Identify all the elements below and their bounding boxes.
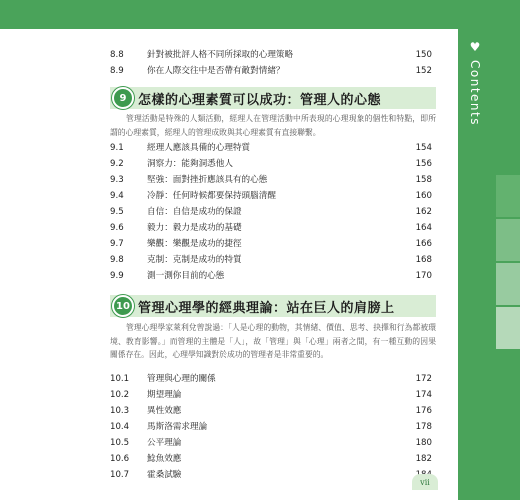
toc-title: 克制：克制是成功的特質 (147, 255, 242, 265)
toc-num: 10.2 (110, 390, 130, 400)
toc-title: 你在人際交往中是否帶有敵對情緒？ (147, 66, 285, 76)
toc-page: 160 (415, 191, 432, 201)
toc-row-9-2[interactable] (110, 157, 432, 171)
toc-row-10-7[interactable] (110, 468, 432, 482)
toc-num: 10.1 (110, 374, 130, 384)
toc-row-9-9[interactable] (110, 269, 432, 283)
toc-title: 管理與心理的關係 (147, 374, 216, 384)
toc-page: 176 (415, 406, 432, 416)
page-number: vii (412, 474, 438, 490)
toc-num: 9.8 (110, 255, 124, 265)
toc-num: 9.3 (110, 175, 124, 185)
top-banner (0, 0, 520, 29)
toc-num: 8.8 (110, 50, 124, 60)
toc-num: 8.9 (110, 66, 124, 76)
toc-title: 冷靜：任何時候都要保持頭腦清醒 (147, 191, 276, 201)
toc-num: 10.4 (110, 422, 130, 432)
toc-num: 9.1 (110, 143, 124, 153)
section-10-intro: 管理心理學家萊利兌曾說過：「人是心理的動物，其情緒、價值、思考、抉擇和行為都被環境、教育影響。」而管理的主體是「人」，故「管理」與「心理」兩者之間，有一種互動的因果關係存在。因此，心理學知識對於成功的管理者是非常重要的。 (110, 323, 436, 359)
toc-title: 鯰魚效應 (147, 454, 182, 464)
toc-row-9-3[interactable] (110, 173, 432, 187)
toc-num: 9.2 (110, 159, 124, 169)
toc-page: 154 (415, 143, 432, 153)
toc-title: 針對被批評人格不同所採取的心理策略 (147, 50, 294, 60)
toc-row-9-5[interactable] (110, 205, 432, 219)
side-tab-1 (496, 175, 520, 217)
section-title: 怎樣的心理素質可以成功：管理人的心態 (138, 92, 382, 108)
toc-num: 10.7 (110, 470, 130, 480)
toc-page: 166 (415, 239, 432, 249)
toc-page: 174 (415, 390, 432, 400)
toc-row-9-7[interactable] (110, 237, 432, 251)
toc-page: 162 (415, 207, 432, 217)
section-title: 管理心理學的經典理論：站在巨人的肩膀上 (138, 300, 395, 316)
toc-page: 150 (415, 50, 432, 60)
toc-page: 180 (415, 438, 432, 448)
toc-title: 樂觀：樂觀是成功的捷徑 (147, 239, 242, 249)
section-10-heading (110, 295, 436, 317)
toc-page: 170 (415, 271, 432, 281)
toc-title: 自信：自信是成功的保證 (147, 207, 242, 217)
contents-side-title (464, 40, 486, 180)
side-tab-3 (496, 263, 520, 305)
toc-page: 178 (415, 422, 432, 432)
toc-num: 10.6 (110, 454, 130, 464)
toc-row-10-1[interactable] (110, 372, 432, 386)
toc-num: 9.4 (110, 191, 124, 201)
contents-label: Contents (468, 59, 482, 126)
toc-title: 馬斯洛需求理論 (147, 422, 208, 432)
toc-num: 9.5 (110, 207, 124, 217)
side-tab-2 (496, 219, 520, 261)
toc-page: 152 (415, 66, 432, 76)
section-9-heading (110, 87, 436, 109)
toc-num: 9.9 (110, 271, 124, 281)
toc-row-8-9[interactable] (110, 64, 432, 78)
toc-num: 9.7 (110, 239, 124, 249)
toc-title: 期望理論 (147, 390, 182, 400)
toc-page: 168 (415, 255, 432, 265)
toc-page: 158 (415, 175, 432, 185)
toc-title: 公平理論 (147, 438, 182, 448)
toc-row-8-8[interactable] (110, 48, 432, 62)
toc-title: 異性效應 (147, 406, 182, 416)
side-tab-4 (496, 307, 520, 349)
toc-row-10-5[interactable] (110, 436, 432, 450)
toc-title: 堅強：面對挫折應該具有的心態 (147, 175, 268, 185)
section-badge: 9 (112, 87, 134, 109)
toc-num: 10.5 (110, 438, 130, 448)
toc-title: 霍桑試驗 (147, 470, 182, 480)
toc-row-10-2[interactable] (110, 388, 432, 402)
toc-row-9-8[interactable] (110, 253, 432, 267)
toc-page: 182 (415, 454, 432, 464)
toc-page: 156 (415, 159, 432, 169)
toc-title: 洞察力：能夠洞悉他人 (147, 159, 233, 169)
toc-row-9-4[interactable] (110, 189, 432, 203)
toc-page: 172 (415, 374, 432, 384)
toc-row-9-1[interactable] (110, 141, 432, 155)
heart-icon: ♥ (468, 40, 482, 56)
toc-row-10-4[interactable] (110, 420, 432, 434)
section-9-intro: 管理活動是特殊的人類活動，經理人在管理活動中所表現的心理現象的個性和特點，即所謂的心理素質，經理人的管理成敗與其心理素質有直接聯繫。 (110, 114, 436, 137)
toc-title: 測一測你目前的心態 (147, 271, 225, 281)
toc-title: 經理人應該具備的心理特質 (147, 143, 251, 153)
toc-page: 164 (415, 223, 432, 233)
toc-row-10-3[interactable] (110, 404, 432, 418)
toc-row-9-6[interactable] (110, 221, 432, 235)
section-badge: 10 (112, 295, 134, 317)
toc-title: 毅力：毅力是成功的基礎 (147, 223, 242, 233)
toc-num: 10.3 (110, 406, 130, 416)
toc-num: 9.6 (110, 223, 124, 233)
toc-row-10-6[interactable] (110, 452, 432, 466)
